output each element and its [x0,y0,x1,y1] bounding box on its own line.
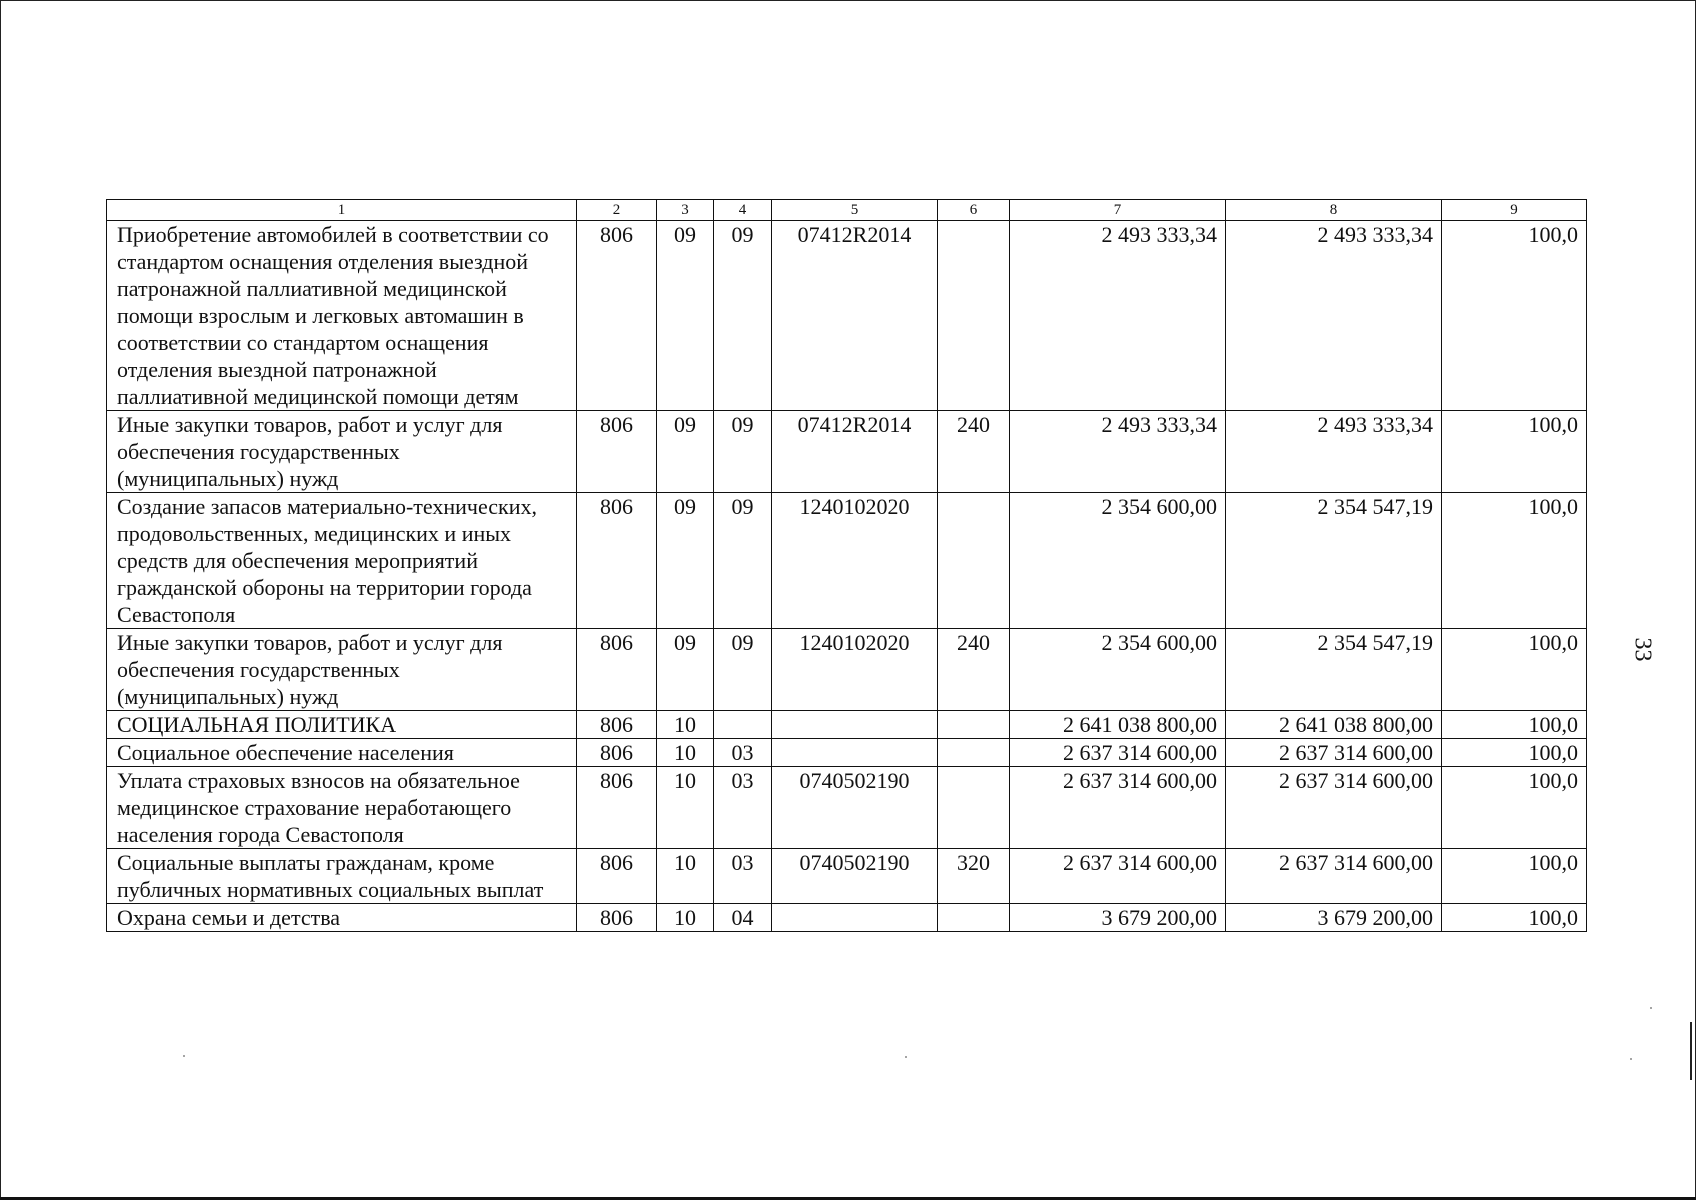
admin-code-cell: 806 [577,629,657,711]
admin-code-cell: 806 [577,221,657,411]
table-row [107,629,1587,711]
executed-amount-cell: 2 354 547,19 [1226,493,1442,629]
target-article-cell: 1240102020 [772,629,938,711]
expense-type-cell [938,493,1010,629]
executed-amount-cell: 2 493 333,34 [1226,411,1442,493]
item-name-cell: Создание запасов материально-технических, продовольственных, медицинских и иных средств для обеспечения мероприятий гражданской обороны на территории города Севастополя [107,493,577,629]
subsection-cell: 03 [714,849,772,904]
admin-code-cell: 806 [577,849,657,904]
executed-amount-cell: 2 641 038 800,00 [1226,711,1442,739]
planned-amount-cell: 2 354 600,00 [1010,629,1226,711]
percent-cell: 100,0 [1442,904,1587,932]
scan-speck [1630,1058,1632,1060]
table-row [107,767,1587,849]
target-article-cell: 1240102020 [772,493,938,629]
target-article-cell [772,904,938,932]
item-name-cell: Уплата страховых взносов на обязательное медицинское страхование неработающего населения города Севастополя [107,767,577,849]
executed-amount-cell: 2 493 333,34 [1226,221,1442,411]
planned-amount-cell: 3 679 200,00 [1010,904,1226,932]
section-cell: 10 [657,739,714,767]
target-article-cell: 07412R2014 [772,411,938,493]
target-article-cell: 0740502190 [772,767,938,849]
executed-amount-cell: 2 637 314 600,00 [1226,767,1442,849]
header-cell: 8 [1226,200,1442,221]
item-name-cell: Социальное обеспечение населения [107,739,577,767]
executed-amount-cell: 2 354 547,19 [1226,629,1442,711]
expense-type-cell [938,904,1010,932]
header-cell: 3 [657,200,714,221]
subsection-cell: 09 [714,411,772,493]
item-name-cell: СОЦИАЛЬНАЯ ПОЛИТИКА [107,711,577,739]
section-cell: 10 [657,904,714,932]
header-cell: 6 [938,200,1010,221]
target-article-cell [772,739,938,767]
item-name-cell: Социальные выплаты гражданам, кроме публичных нормативных социальных выплат [107,849,577,904]
scan-speck [905,1056,907,1058]
header-cell: 9 [1442,200,1587,221]
planned-amount-cell: 2 493 333,34 [1010,411,1226,493]
percent-cell: 100,0 [1442,221,1587,411]
admin-code-cell: 806 [577,904,657,932]
planned-amount-cell: 2 493 333,34 [1010,221,1226,411]
percent-cell: 100,0 [1442,767,1587,849]
percent-cell: 100,0 [1442,739,1587,767]
subsection-cell: 03 [714,767,772,849]
scan-speck [183,1055,185,1057]
table-row [107,411,1587,493]
admin-code-cell: 806 [577,411,657,493]
item-name-cell: Иные закупки товаров, работ и услуг для обеспечения государственных (муниципальных) нужд [107,629,577,711]
section-cell: 10 [657,849,714,904]
section-cell: 09 [657,493,714,629]
percent-cell: 100,0 [1442,849,1587,904]
subsection-cell: 04 [714,904,772,932]
subsection-cell: 09 [714,493,772,629]
executed-amount-cell: 2 637 314 600,00 [1226,739,1442,767]
executed-amount-cell: 2 637 314 600,00 [1226,849,1442,904]
table-row [107,221,1587,411]
expense-type-cell: 320 [938,849,1010,904]
page-number: 33 [1629,637,1656,662]
item-name-cell: Иные закупки товаров, работ и услуг для обеспечения государственных (муниципальных) нужд [107,411,577,493]
executed-amount-cell: 3 679 200,00 [1226,904,1442,932]
admin-code-cell: 806 [577,711,657,739]
header-cell: 2 [577,200,657,221]
table-row [107,711,1587,739]
section-cell: 09 [657,411,714,493]
header-cell: 4 [714,200,772,221]
table-row [107,493,1587,629]
item-name-cell: Охрана семьи и детства [107,904,577,932]
header-cell: 5 [772,200,938,221]
table-header-row [107,200,1587,221]
subsection-cell: 09 [714,221,772,411]
planned-amount-cell: 2 637 314 600,00 [1010,849,1226,904]
item-name-cell: Приобретение автомобилей в соответствии со стандартом оснащения отделения выездной патронажной паллиативной медицинской помощи взрослым и легковых автомашин в соответствии со стандартом оснащения отделения выездной патронажной паллиативной медицинской помощи детям [107,221,577,411]
budget-table [106,199,1587,932]
admin-code-cell: 806 [577,493,657,629]
subsection-cell: 09 [714,629,772,711]
target-article-cell: 07412R2014 [772,221,938,411]
planned-amount-cell: 2 637 314 600,00 [1010,739,1226,767]
scan-speck [1650,1007,1652,1009]
section-cell: 09 [657,629,714,711]
planned-amount-cell: 2 354 600,00 [1010,493,1226,629]
expense-type-cell [938,767,1010,849]
expense-type-cell [938,711,1010,739]
section-cell: 09 [657,221,714,411]
percent-cell: 100,0 [1442,411,1587,493]
table-row [107,739,1587,767]
expense-type-cell: 240 [938,629,1010,711]
header-cell: 1 [107,200,577,221]
section-cell: 10 [657,767,714,849]
percent-cell: 100,0 [1442,629,1587,711]
expense-type-cell [938,221,1010,411]
planned-amount-cell: 2 637 314 600,00 [1010,767,1226,849]
margin-mark [1690,1022,1692,1080]
table-row [107,904,1587,932]
header-cell: 7 [1010,200,1226,221]
expense-type-cell: 240 [938,411,1010,493]
percent-cell: 100,0 [1442,711,1587,739]
subsection-cell: 03 [714,739,772,767]
subsection-cell [714,711,772,739]
admin-code-cell: 806 [577,767,657,849]
table-row [107,849,1587,904]
expense-type-cell [938,739,1010,767]
target-article-cell [772,711,938,739]
admin-code-cell: 806 [577,739,657,767]
section-cell: 10 [657,711,714,739]
planned-amount-cell: 2 641 038 800,00 [1010,711,1226,739]
target-article-cell: 0740502190 [772,849,938,904]
percent-cell: 100,0 [1442,493,1587,629]
